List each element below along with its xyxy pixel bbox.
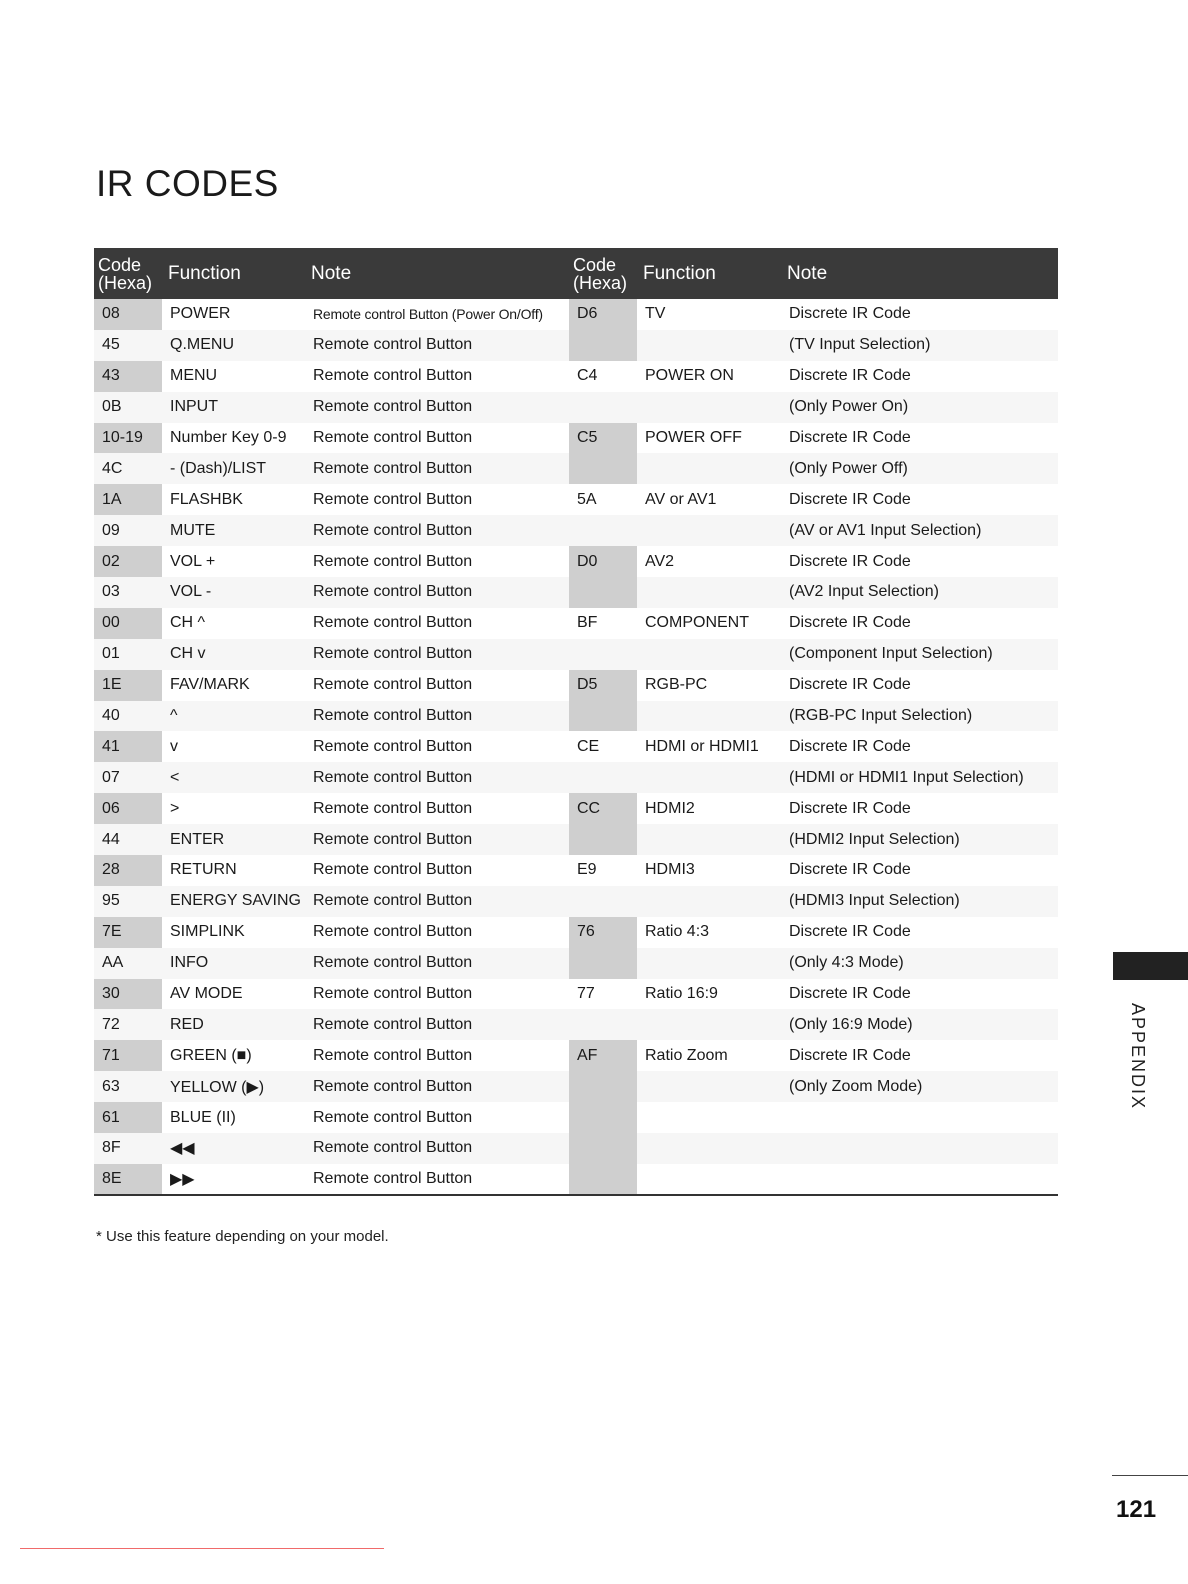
table-row <box>94 330 1058 361</box>
table-row <box>94 361 1058 392</box>
right-note-cell: (Only 4:3 Mode) <box>781 948 1058 979</box>
right-function-cell <box>637 948 781 979</box>
table-row <box>94 793 1058 824</box>
right-code-cell: 77 <box>577 985 595 1003</box>
left-function-cell: Q.MENU <box>162 330 305 361</box>
header-function-right: Function <box>637 248 781 299</box>
left-note-cell: Remote control Button <box>305 1009 569 1040</box>
left-function-cell: Number Key 0-9 <box>170 429 287 446</box>
left-code-cell: 41 <box>94 731 162 762</box>
right-code-cell <box>569 701 637 732</box>
right-function-cell: HDMI2 <box>645 799 695 817</box>
left-note-cell: Remote control Button <box>313 923 473 941</box>
right-function-cell: Ratio 4:3 <box>645 923 710 941</box>
left-note-cell: Remote control Button <box>305 515 569 546</box>
right-note-cell: Discrete IR Code <box>789 799 911 817</box>
left-function-cell: VOL - <box>162 577 305 608</box>
right-note-cell: Discrete IR Code <box>789 305 911 323</box>
left-note-cell: Remote control Button <box>313 1108 473 1126</box>
table-row <box>94 639 1058 670</box>
right-code-cell: D5 <box>569 670 637 701</box>
right-code-cell <box>569 948 637 979</box>
table-row <box>94 423 1058 454</box>
margin-line <box>20 1548 384 1549</box>
right-code-cell <box>569 330 637 361</box>
right-note-cell: (Component Input Selection) <box>781 639 1058 670</box>
page-number-rule <box>1112 1475 1188 1476</box>
left-note-cell: Remote control Button <box>305 1164 569 1195</box>
left-note-cell: Remote control Button <box>305 577 569 608</box>
left-note-cell: Remote control Button <box>313 861 473 879</box>
left-function-cell: RETURN <box>170 861 237 879</box>
right-note-cell <box>781 1164 1058 1195</box>
left-code-cell: 01 <box>94 639 162 670</box>
left-function-cell: ^ <box>162 701 305 732</box>
left-function-cell: GREEN (■) <box>170 1046 252 1064</box>
right-note-cell: (Only Zoom Mode) <box>781 1071 1058 1102</box>
right-function-cell <box>637 701 781 732</box>
left-function-cell: CH v <box>162 639 305 670</box>
left-function-cell: INFO <box>162 948 305 979</box>
table-row <box>94 886 1058 917</box>
right-function-cell <box>637 1102 781 1133</box>
right-code-cell: C5 <box>569 423 637 454</box>
right-function-cell: AV2 <box>645 552 675 570</box>
right-function-cell <box>637 824 781 855</box>
left-note-cell: Remote control Button <box>305 453 569 484</box>
left-note-cell: Remote control Button <box>305 762 569 793</box>
right-note-cell: (Only 16:9 Mode) <box>781 1009 1058 1040</box>
section-label: APPENDIX <box>1128 1003 1148 1111</box>
right-code-cell: CC <box>569 793 637 824</box>
right-function-cell <box>637 762 781 793</box>
left-function-cell: - (Dash)/LIST <box>162 453 305 484</box>
footnote: * Use this feature depending on your model. <box>96 1228 389 1245</box>
header-code-left: Code (Hexa) <box>94 248 162 299</box>
left-note-cell: Remote control Button <box>305 330 569 361</box>
left-function-cell: ◀◀ <box>162 1133 305 1164</box>
right-code-cell <box>569 762 637 793</box>
table-row <box>94 392 1058 423</box>
page-number: 121 <box>1116 1496 1157 1523</box>
left-function-cell: MUTE <box>162 515 305 546</box>
page-title: IR CODES <box>96 163 279 204</box>
right-code-cell <box>569 886 637 917</box>
left-note-cell: Remote control Button <box>305 948 569 979</box>
right-note-cell: Discrete IR Code <box>789 367 911 385</box>
left-code-cell: 07 <box>94 762 162 793</box>
right-code-cell <box>569 577 637 608</box>
right-function-cell <box>637 639 781 670</box>
table-row <box>94 701 1058 732</box>
left-note-cell: Remote control Button <box>305 824 569 855</box>
table-row <box>94 577 1058 608</box>
table-header-row <box>94 248 1058 299</box>
left-note-cell: Remote control Button <box>305 639 569 670</box>
right-function-cell <box>637 1133 781 1164</box>
left-code-cell: 44 <box>94 824 162 855</box>
right-note-cell: (HDMI2 Input Selection) <box>781 824 1058 855</box>
right-note-cell: Discrete IR Code <box>789 737 911 755</box>
right-code-cell <box>569 453 637 484</box>
right-code-cell <box>569 824 637 855</box>
right-note-cell: Discrete IR Code <box>789 861 911 879</box>
right-function-cell <box>637 330 781 361</box>
left-note-cell: Remote control Button <box>313 367 473 385</box>
right-code-cell: D6 <box>569 299 637 330</box>
right-code-cell: 5A <box>577 490 597 508</box>
table-row <box>94 1164 1058 1195</box>
table-row <box>94 948 1058 979</box>
left-code-cell: 28 <box>94 855 162 886</box>
left-function-cell: INPUT <box>162 392 305 423</box>
right-code-cell: CE <box>577 737 600 755</box>
right-note-cell: (Only Power On) <box>781 392 1058 423</box>
table-row <box>94 515 1058 546</box>
right-code-cell: AF <box>569 1040 637 1071</box>
table-row <box>94 453 1058 484</box>
header-function-left: Function <box>162 248 305 299</box>
right-note-cell: Discrete IR Code <box>789 985 911 1003</box>
right-function-cell <box>637 1164 781 1195</box>
left-note-cell: Remote control Button <box>313 799 473 817</box>
left-code-cell: 1A <box>94 484 162 515</box>
right-function-cell <box>637 577 781 608</box>
header-note-left: Note <box>305 248 569 299</box>
left-code-cell: 95 <box>94 886 162 917</box>
right-note-cell: (AV2 Input Selection) <box>781 577 1058 608</box>
right-note-cell: (TV Input Selection) <box>781 330 1058 361</box>
right-note-cell: Discrete IR Code <box>789 676 911 694</box>
left-code-cell: 06 <box>94 793 162 824</box>
left-code-cell: 09 <box>94 515 162 546</box>
right-function-cell <box>637 392 781 423</box>
left-code-cell: 4C <box>94 453 162 484</box>
right-note-cell: Discrete IR Code <box>789 552 911 570</box>
right-code-cell <box>569 639 637 670</box>
left-code-cell: 45 <box>94 330 162 361</box>
right-function-cell: COMPONENT <box>645 614 749 632</box>
right-code-cell: BF <box>577 614 598 632</box>
right-function-cell <box>637 515 781 546</box>
right-code-cell: E9 <box>577 861 597 879</box>
left-note-cell: Remote control Button <box>313 614 473 632</box>
right-code-cell: C4 <box>577 367 598 385</box>
left-code-cell: 30 <box>94 979 162 1010</box>
right-function-cell: Ratio 16:9 <box>645 985 718 1003</box>
right-note-cell: (RGB-PC Input Selection) <box>781 701 1058 732</box>
left-function-cell: BLUE (II) <box>170 1108 236 1126</box>
left-function-cell: ▶▶ <box>162 1164 305 1195</box>
table-row <box>94 1009 1058 1040</box>
table-row <box>94 608 1058 639</box>
table-row <box>94 917 1058 948</box>
left-note-cell: Remote control Button <box>313 737 473 755</box>
right-note-cell: Discrete IR Code <box>789 614 911 632</box>
right-note-cell: (Only Power Off) <box>781 453 1058 484</box>
left-note-cell: Remote control Button <box>305 701 569 732</box>
right-function-cell: POWER OFF <box>645 429 742 446</box>
left-code-cell: 0B <box>94 392 162 423</box>
left-code-cell: AA <box>94 948 162 979</box>
right-note-cell: (AV or AV1 Input Selection) <box>781 515 1058 546</box>
right-code-cell <box>569 1009 637 1040</box>
left-code-cell: 10-19 <box>94 423 162 454</box>
table-row <box>94 731 1058 762</box>
right-function-cell: AV or AV1 <box>645 490 717 508</box>
left-code-cell: 1E <box>94 670 162 701</box>
right-note-cell: (HDMI3 Input Selection) <box>781 886 1058 917</box>
left-note-cell: Remote control Button <box>313 676 473 694</box>
right-note-cell: (HDMI or HDMI1 Input Selection) <box>781 762 1058 793</box>
right-function-cell <box>637 1009 781 1040</box>
right-function-cell: HDMI or HDMI1 <box>645 737 759 755</box>
left-code-cell: 02 <box>94 546 162 577</box>
left-function-cell: > <box>170 799 180 817</box>
left-note-cell: Remote control Button (Power On/Off) <box>313 306 543 323</box>
table-row <box>94 546 1058 577</box>
right-function-cell: POWER ON <box>645 367 734 385</box>
right-function-cell <box>637 1071 781 1102</box>
table-row <box>94 670 1058 701</box>
left-function-cell: RED <box>162 1009 305 1040</box>
left-code-cell: 8F <box>94 1133 162 1164</box>
left-note-cell: Remote control Button <box>313 429 473 446</box>
left-code-cell: 63 <box>94 1071 162 1102</box>
left-function-cell: FLASHBK <box>170 490 243 508</box>
right-note-cell: Discrete IR Code <box>789 490 911 508</box>
right-function-cell: Ratio Zoom <box>645 1046 728 1064</box>
left-function-cell: AV MODE <box>170 985 243 1003</box>
header-note-right: Note <box>781 248 1058 299</box>
left-function-cell: SIMPLINK <box>170 923 245 941</box>
right-code-cell: 76 <box>569 917 637 948</box>
left-function-cell: FAV/MARK <box>170 676 250 694</box>
left-function-cell: v <box>170 737 178 755</box>
right-code-cell <box>569 1102 637 1133</box>
right-function-cell: RGB-PC <box>645 676 708 694</box>
table-row <box>94 824 1058 855</box>
left-note-cell: Remote control Button <box>305 886 569 917</box>
right-note-cell <box>781 1102 1058 1133</box>
right-function-cell: HDMI3 <box>645 861 695 879</box>
left-note-cell: Remote control Button <box>313 1046 473 1064</box>
right-code-cell <box>569 515 637 546</box>
left-function-cell: < <box>162 762 305 793</box>
table-row <box>94 484 1058 515</box>
table-row <box>94 1071 1058 1102</box>
table-row <box>94 1040 1058 1071</box>
left-function-cell: YELLOW (▶) <box>162 1071 305 1102</box>
right-code-cell <box>569 392 637 423</box>
left-function-cell: MENU <box>170 367 218 385</box>
table-row <box>94 855 1058 886</box>
right-code-cell <box>569 1071 637 1102</box>
right-code-cell: D0 <box>569 546 637 577</box>
left-code-cell: 71 <box>94 1040 162 1071</box>
section-tab-marker <box>1113 952 1188 980</box>
left-code-cell: 7E <box>94 917 162 948</box>
table-row <box>94 1102 1058 1133</box>
left-note-cell: Remote control Button <box>305 392 569 423</box>
left-function-cell: ENERGY SAVING <box>162 886 305 917</box>
left-note-cell: Remote control Button <box>305 1133 569 1164</box>
table-row <box>94 299 1058 330</box>
right-function-cell <box>637 886 781 917</box>
table-row <box>94 762 1058 793</box>
left-function-cell: VOL + <box>170 552 216 570</box>
right-function-cell: TV <box>645 305 666 323</box>
right-note-cell: Discrete IR Code <box>789 923 911 941</box>
left-code-cell: 03 <box>94 577 162 608</box>
right-code-cell <box>569 1164 637 1195</box>
left-code-cell: 72 <box>94 1009 162 1040</box>
left-note-cell: Remote control Button <box>313 552 473 570</box>
left-code-cell: 43 <box>94 361 162 392</box>
left-function-cell: ENTER <box>162 824 305 855</box>
left-code-cell: 61 <box>94 1102 162 1133</box>
left-note-cell: Remote control Button <box>313 490 473 508</box>
right-function-cell <box>637 453 781 484</box>
left-function-cell: POWER <box>170 305 231 323</box>
left-code-cell: 08 <box>94 299 162 330</box>
left-note-cell: Remote control Button <box>305 1071 569 1102</box>
right-note-cell <box>781 1133 1058 1164</box>
table-row <box>94 1133 1058 1164</box>
header-code-right: Code (Hexa) <box>569 248 637 299</box>
right-code-cell <box>569 1133 637 1164</box>
left-code-cell: 00 <box>94 608 162 639</box>
left-code-cell: 8E <box>94 1164 162 1195</box>
left-code-cell: 40 <box>94 701 162 732</box>
ir-codes-table <box>94 248 1058 1196</box>
right-note-cell: Discrete IR Code <box>789 429 911 446</box>
left-function-cell: CH ^ <box>170 614 206 632</box>
left-note-cell: Remote control Button <box>313 985 473 1003</box>
right-note-cell: Discrete IR Code <box>789 1046 911 1064</box>
table-row <box>94 979 1058 1010</box>
